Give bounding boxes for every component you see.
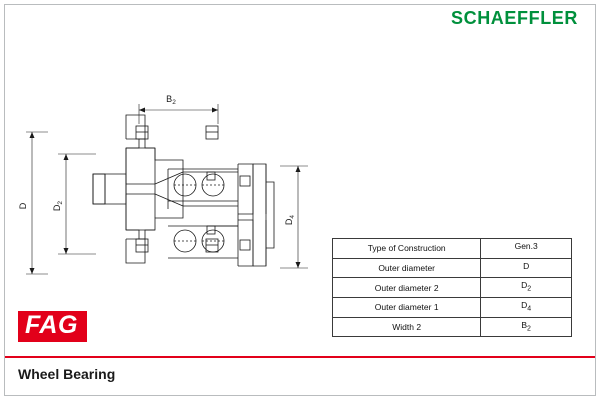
table-row [333,258,572,278]
table-row [333,278,572,298]
spec-value-sub: 2 [527,325,531,333]
spec-value-text: Gen.3 [514,241,538,251]
dimension-label-d: D [18,202,28,210]
spec-value-text: B [521,319,528,330]
spec-value [481,317,572,337]
spec-value-text: D [521,300,528,311]
dimension-label-b2: $B_2$ [166,94,176,106]
spec-value [481,298,572,318]
spec-label: Outer diameter 2 [333,278,481,298]
spec-value [481,278,572,298]
specification-table [332,238,572,337]
bearing-technical-drawing [8,44,338,334]
spec-value-sub: 4 [527,305,532,313]
spec-label: Type of Construction [333,239,481,259]
schaeffler-brand-logo: SCHAEFFLER [451,8,578,28]
spec-label: Outer diameter 1 [333,298,481,318]
spec-value-text: D [521,280,528,291]
spec-value-text: D [523,260,530,271]
dimension-label-d2: $D_2$ [52,200,64,212]
fag-brand-logo: FAG [18,311,87,342]
spec-value [481,258,572,278]
footer-divider [5,356,595,358]
table-row [333,298,572,318]
spec-value [481,239,572,259]
spec-label: Width 2 [333,317,481,337]
dimension-label-d4: $D_4$ [284,214,296,226]
product-title: Wheel Bearing [18,366,116,382]
table-row [333,239,572,259]
spec-label: Outer diameter [333,258,481,278]
spec-value-sub: 2 [527,286,532,294]
table-row [333,317,572,337]
